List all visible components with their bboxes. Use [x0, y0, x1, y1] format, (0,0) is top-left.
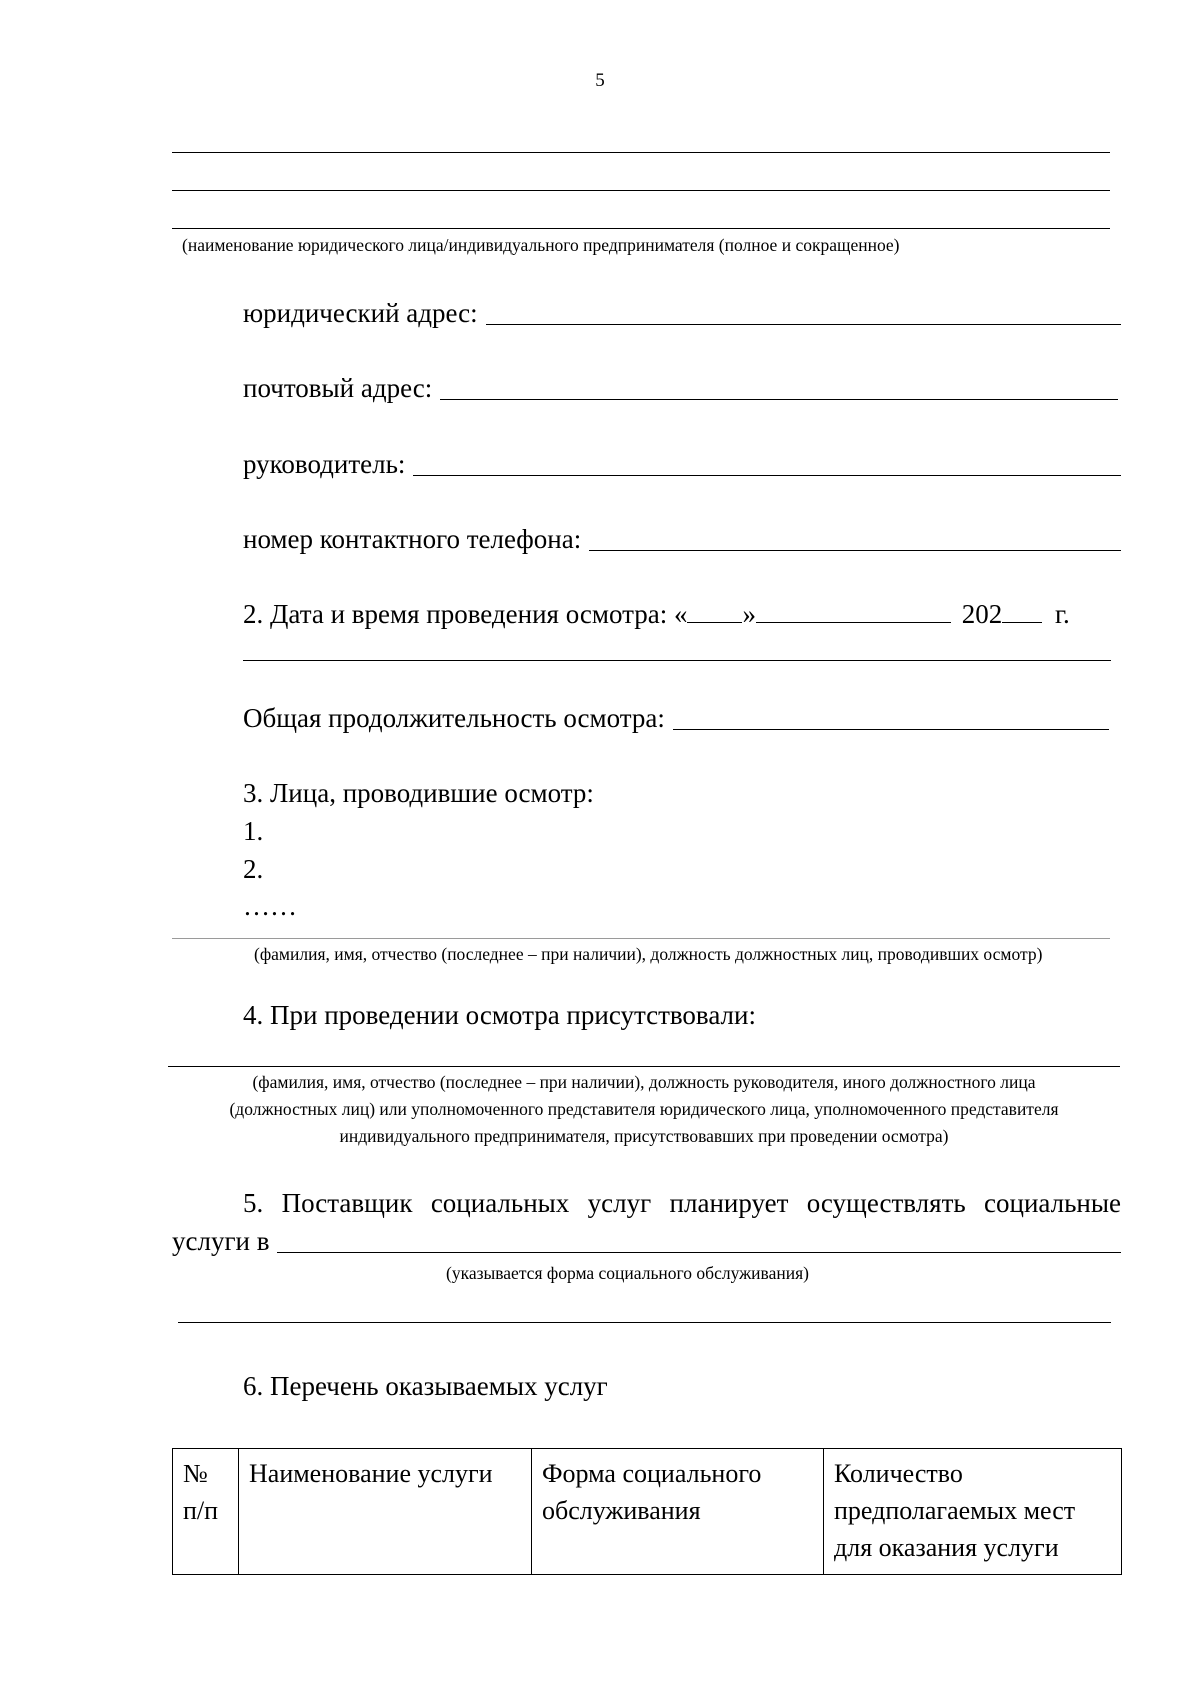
postal-address-blank[interactable] — [440, 373, 1118, 400]
inspector-item-more: …… — [243, 891, 297, 921]
attendees-caption — [168, 1069, 1120, 1150]
provider-text-2: услуги в — [172, 1226, 270, 1256]
entity-line-3 — [172, 228, 1110, 229]
table-header-row — [173, 1449, 1122, 1575]
inspector-item-2: 2. — [243, 854, 264, 884]
inspectors-caption: (фамилия, имя, отчество (последнее – при наличии), должность должностных лиц, проводивших осмотр) — [254, 944, 1043, 964]
provider-text-1: 5. Поставщик социальных услуг планирует осуществлять социальные — [243, 1188, 1121, 1218]
phone-field[interactable] — [243, 524, 1121, 555]
entity-caption: (наименование юридического лица/индивидуального предпринимателя (полное и сокращенное) — [182, 235, 900, 255]
legal-address-blank[interactable] — [486, 298, 1121, 325]
quote-close: » — [742, 599, 756, 629]
service-form-field[interactable] — [172, 1226, 1121, 1257]
time-blank-line[interactable] — [243, 660, 1111, 661]
legal-address-field[interactable] — [243, 298, 1121, 329]
services-list-title: 6. Перечень оказываемых услуг — [243, 1371, 608, 1401]
attendees-caption-line-2: (должностных лиц) или уполномоченного представителя юридического лица, уполномоченного представителя — [229, 1099, 1059, 1119]
day-blank[interactable] — [687, 600, 742, 623]
phone-label: номер контактного телефона: — [243, 524, 582, 554]
inspector-item-1: 1. — [243, 816, 264, 846]
year-prefix: 202 — [961, 599, 1003, 629]
duration-field[interactable] — [243, 703, 1109, 734]
entity-line-2 — [172, 190, 1110, 191]
page-number: 5 — [595, 70, 605, 91]
col-places-count: Количество предполагаемых мест для оказания услуги — [824, 1449, 1122, 1575]
inspection-date-label: 2. Дата и время проведения осмотра: « — [243, 599, 688, 629]
head-field[interactable] — [243, 449, 1121, 480]
provider-line-1 — [243, 1188, 1121, 1219]
attendees-caption-line-1: (фамилия, имя, отчество (последнее – при наличии), должность руководителя, иного должностного лица — [252, 1072, 1036, 1092]
legal-address-label: юридический адрес: — [243, 298, 478, 328]
attendees-title: 4. При проведении осмотра присутствовали: — [243, 1000, 756, 1030]
attendees-caption-line-3: индивидуального предпринимателя, присутствовавших при проведении осмотра) — [339, 1126, 949, 1146]
service-form-blank[interactable] — [277, 1226, 1121, 1253]
services-table — [172, 1448, 1122, 1575]
inspection-date-line — [243, 599, 1070, 630]
year-blank[interactable] — [1002, 600, 1042, 623]
col-service-name: Наименование услуги — [239, 1449, 532, 1575]
service-form-caption: (указывается форма социального обслуживания) — [446, 1263, 809, 1283]
inspectors-line — [172, 938, 1110, 939]
attendees-line[interactable] — [168, 1066, 1120, 1067]
month-blank[interactable] — [756, 600, 951, 623]
head-blank[interactable] — [413, 449, 1121, 476]
postal-address-field[interactable] — [243, 373, 1118, 404]
duration-label: Общая продолжительность осмотра: — [243, 703, 665, 733]
entity-line-1 — [172, 152, 1110, 153]
phone-blank[interactable] — [589, 524, 1121, 551]
col-service-form: Форма социального обслуживания — [532, 1449, 824, 1575]
inspectors-title: 3. Лица, проводившие осмотр: — [243, 778, 594, 808]
service-form-line-2[interactable] — [178, 1322, 1111, 1323]
col-number: № п/п — [173, 1449, 239, 1575]
year-suffix: г. — [1054, 599, 1070, 629]
duration-blank[interactable] — [673, 703, 1109, 730]
head-label: руководитель: — [243, 449, 406, 479]
postal-address-label: почтовый адрес: — [243, 373, 433, 403]
